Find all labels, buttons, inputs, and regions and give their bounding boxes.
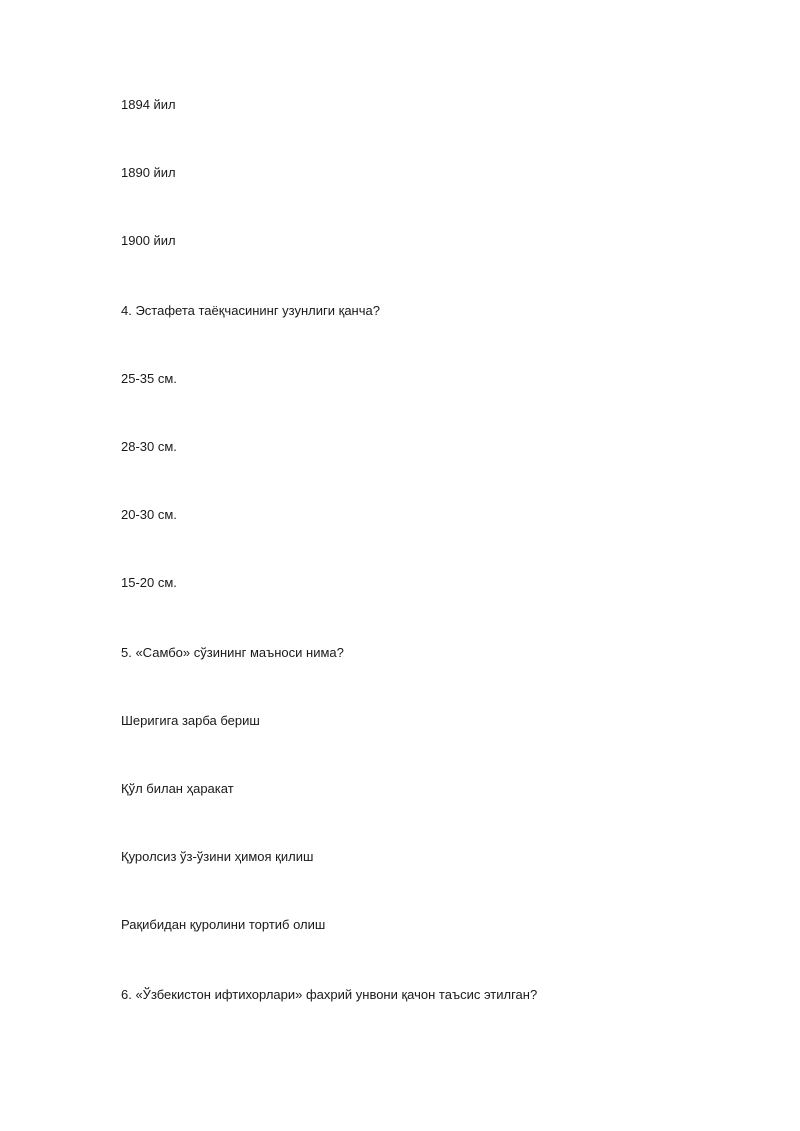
answer-option: 1900 йил [121, 233, 176, 248]
answer-option: Рақибидан қуролини тортиб олиш [121, 917, 326, 932]
answer-option: Қуролсиз ўз-ўзини ҳимоя қилиш [121, 849, 314, 864]
answer-option: 15-20 см. [121, 575, 177, 590]
answer-option: 28-30 см. [121, 439, 177, 454]
answer-option: Шеригига зарба бериш [121, 713, 260, 728]
answer-option: 1894 йил [121, 97, 176, 112]
answer-option: 20-30 см. [121, 507, 177, 522]
answer-option: 1890 йил [121, 165, 176, 180]
answer-option: Қўл билан ҳаракат [121, 781, 234, 796]
answer-option: 25-35 см. [121, 371, 177, 386]
question-5: 5. «Самбо» сўзининг маъноси нима? [121, 645, 344, 660]
question-6: 6. «Ўзбекистон ифтихорлари» фахрий унвони қачон таъсис этилган? [121, 987, 538, 1002]
question-4: 4. Эстафета таёқчасининг узунлиги қанча? [121, 303, 380, 318]
